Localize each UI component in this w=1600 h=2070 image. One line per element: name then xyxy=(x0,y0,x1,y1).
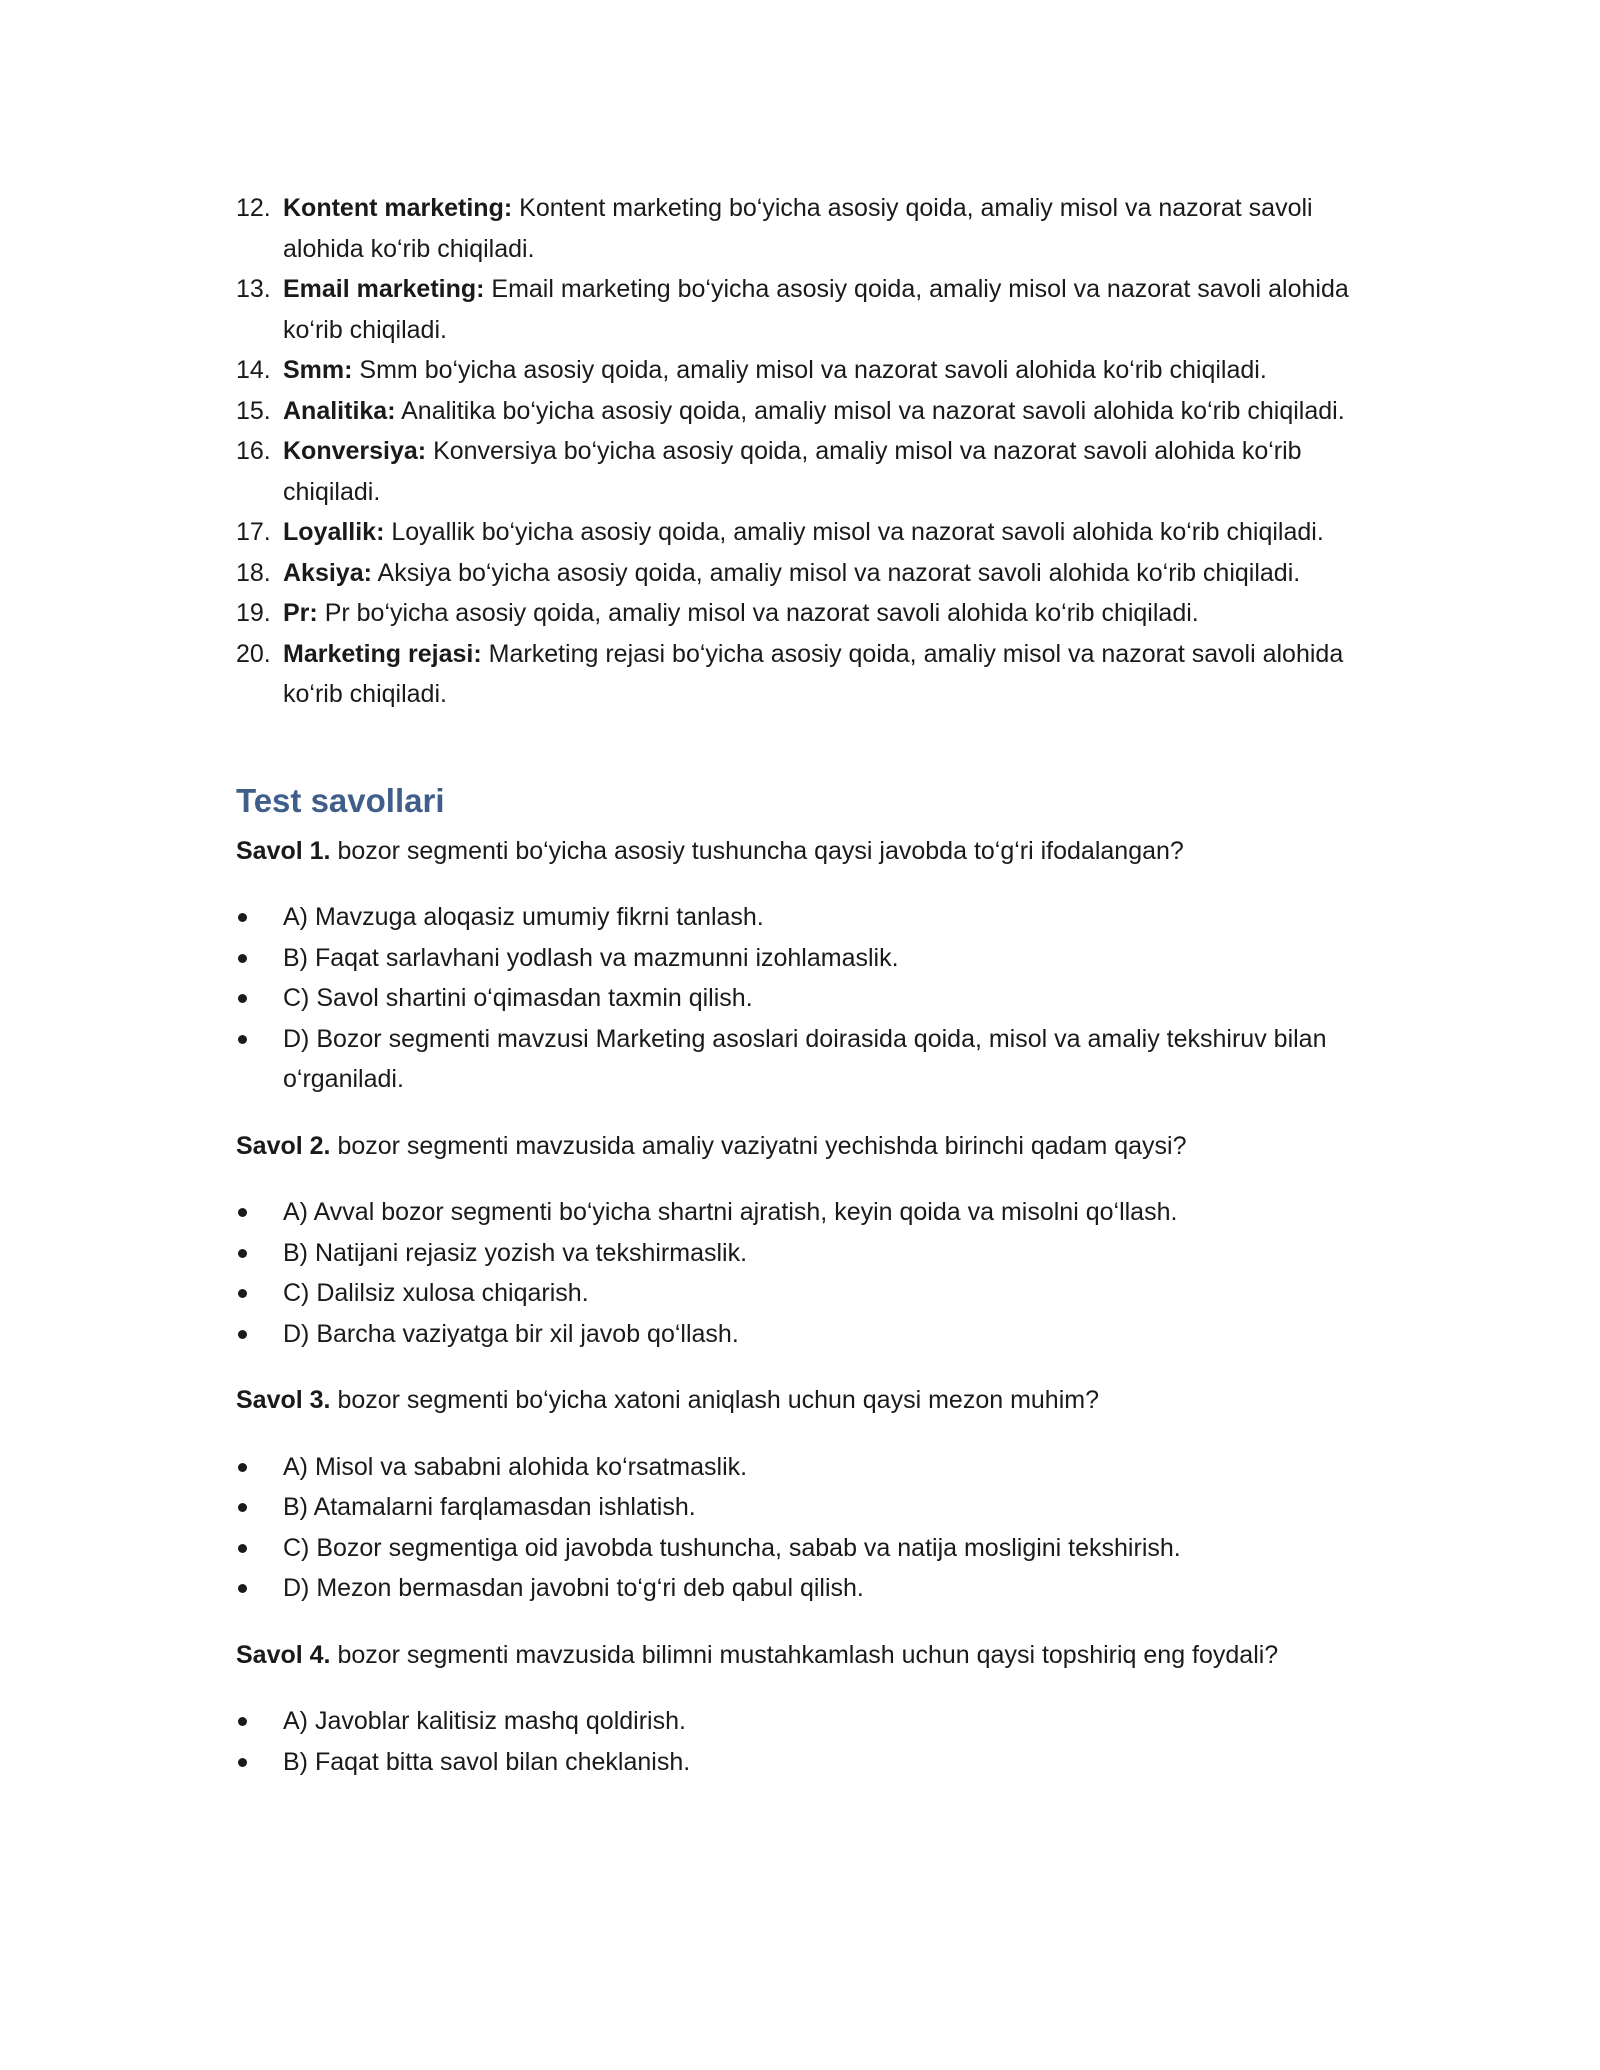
document-page xyxy=(236,188,1366,1808)
question-2 xyxy=(236,1126,1366,1167)
bullet-icon xyxy=(238,913,247,922)
topic-term: Loyallik: xyxy=(283,518,385,546)
option-text: C) Bozor segmentiga oid javobda tushuncha, sabab va natija mosligini tekshirish. xyxy=(283,1533,1181,1562)
topic-text: Pr bo‘yicha asosiy qoida, amaliy misol va nazorat savoli alohida ko‘rib chiqiladi. xyxy=(324,599,1199,627)
bullet-icon xyxy=(238,1758,247,1767)
list-item xyxy=(236,1742,1366,1783)
question-1 xyxy=(236,831,1366,872)
topic-term: Kontent marketing: xyxy=(283,194,513,222)
list-item xyxy=(236,1233,1366,1274)
bullet-icon xyxy=(238,1289,247,1298)
question-label: Savol 4. xyxy=(236,1640,331,1669)
topic-text: Smm bo‘yicha asosiy qoida, amaliy misol va nazorat savoli alohida ko‘rib chiqiladi. xyxy=(359,356,1267,384)
question-label: Savol 2. xyxy=(236,1131,331,1160)
bullet-icon xyxy=(238,1208,247,1217)
option-text: B) Faqat bitta savol bilan cheklanish. xyxy=(283,1747,691,1776)
list-item xyxy=(236,1447,1366,1488)
list-item xyxy=(236,1019,1366,1100)
topic-list xyxy=(236,188,1366,715)
section-heading: Test savollari xyxy=(236,781,445,819)
option-text: C) Dalilsiz xulosa chiqarish. xyxy=(283,1279,589,1307)
list-item xyxy=(236,1273,1366,1314)
bullet-icon xyxy=(238,1584,247,1593)
topic-text: Analitika bo‘yicha asosiy qoida, amaliy misol va nazorat savoli alohida ko‘rib chiqiladi. xyxy=(401,396,1345,425)
list-number: 17. xyxy=(236,518,271,546)
list-number: 13. xyxy=(236,275,271,303)
list-item xyxy=(236,1528,1366,1569)
option-text: D) Barcha vaziyatga bir xil javob qo‘llash. xyxy=(283,1319,739,1348)
list-item xyxy=(236,897,1366,938)
options-list xyxy=(236,1447,1366,1609)
list-item xyxy=(236,188,1366,269)
bullet-icon xyxy=(238,954,247,963)
bullet-icon xyxy=(238,1503,247,1512)
topic-term: Email marketing: xyxy=(283,275,485,303)
list-item xyxy=(236,634,1366,715)
question-text: bozor segmenti mavzusida bilimni mustahkamlash uchun qaysi topshiriq eng foydali? xyxy=(337,1640,1279,1669)
options-list xyxy=(236,1192,1366,1354)
bullet-icon xyxy=(238,1035,247,1044)
list-item xyxy=(236,938,1366,979)
bullet-icon xyxy=(238,994,247,1003)
list-number: 20. xyxy=(236,639,271,668)
topic-text: Marketing rejasi bo‘yicha asosiy qoida, amaliy misol va nazorat savoli alohida ko‘rib chiqiladi. xyxy=(283,639,1344,708)
bullet-icon xyxy=(238,1330,247,1339)
list-item xyxy=(236,593,1366,634)
option-text: A) Mavzuga aloqasiz umumiy fikrni tanlash. xyxy=(283,903,764,931)
list-item xyxy=(236,1568,1366,1609)
list-number: 14. xyxy=(236,356,271,384)
list-item xyxy=(236,391,1366,432)
list-number: 15. xyxy=(236,396,271,425)
list-number: 16. xyxy=(236,437,271,465)
topic-term: Pr: xyxy=(283,599,318,627)
option-text: B) Natijani rejasiz yozish va tekshirmaslik. xyxy=(283,1238,748,1267)
list-item xyxy=(236,1314,1366,1355)
option-text: A) Javoblar kalitisiz mashq qoldirish. xyxy=(283,1707,686,1735)
option-text: D) Bozor segmenti mavzusi Marketing asoslari doirasida qoida, misol va amaliy tekshiruv bilan o‘rganiladi. xyxy=(283,1024,1327,1093)
topic-text: Email marketing bo‘yicha asosiy qoida, amaliy misol va nazorat savoli alohida ko‘rib chiqiladi. xyxy=(283,275,1349,344)
topic-text: Konversiya bo‘yicha asosiy qoida, amaliy misol va nazorat savoli alohida ko‘rib chiqiladi. xyxy=(283,437,1302,506)
list-item xyxy=(236,1487,1366,1528)
topic-term: Analitika: xyxy=(283,396,396,425)
list-item xyxy=(236,553,1366,594)
list-item xyxy=(236,1192,1366,1233)
topic-term: Marketing rejasi: xyxy=(283,639,482,668)
question-4 xyxy=(236,1635,1366,1676)
option-text: A) Misol va sababni alohida ko‘rsatmaslik. xyxy=(283,1452,748,1481)
topic-text: Aksiya bo‘yicha asosiy qoida, amaliy misol va nazorat savoli alohida ko‘rib chiqiladi. xyxy=(377,558,1301,587)
list-item xyxy=(236,269,1366,350)
list-number: 12. xyxy=(236,194,271,222)
topic-text: Loyallik bo‘yicha asosiy qoida, amaliy misol va nazorat savoli alohida ko‘rib chiqiladi. xyxy=(391,518,1324,546)
question-text: bozor segmenti bo‘yicha xatoni aniqlash uchun qaysi mezon muhim? xyxy=(337,1386,1099,1414)
topic-term: Smm: xyxy=(283,356,353,384)
list-number: 19. xyxy=(236,599,271,627)
list-number: 18. xyxy=(236,558,271,587)
question-text: bozor segmenti mavzusida amaliy vaziyatni yechishda birinchi qadam qaysi? xyxy=(337,1131,1187,1160)
options-list xyxy=(236,897,1366,1100)
option-text: B) Atamalarni farqlamasdan ishlatish. xyxy=(283,1493,696,1521)
bullet-icon xyxy=(238,1463,247,1472)
option-text: D) Mezon bermasdan javobni to‘g‘ri deb qabul qilish. xyxy=(283,1574,864,1602)
question-label: Savol 3. xyxy=(236,1386,331,1414)
option-text: B) Faqat sarlavhani yodlash va mazmunni izohlamaslik. xyxy=(283,943,899,972)
bullet-icon xyxy=(238,1544,247,1553)
topic-term: Aksiya: xyxy=(283,558,372,587)
question-label: Savol 1. xyxy=(236,836,331,865)
list-item xyxy=(236,978,1366,1019)
option-text: C) Savol shartini o‘qimasdan taxmin qilish. xyxy=(283,984,753,1012)
bullet-icon xyxy=(238,1249,247,1258)
topic-text: Kontent marketing bo‘yicha asosiy qoida, amaliy misol va nazorat savoli alohida ko‘rib chiqiladi. xyxy=(283,194,1313,263)
bullet-icon xyxy=(238,1717,247,1726)
list-item xyxy=(236,512,1366,553)
options-list xyxy=(236,1701,1366,1782)
question-text: bozor segmenti bo‘yicha asosiy tushuncha qaysi javobda to‘g‘ri ifodalangan? xyxy=(337,836,1184,865)
topic-term: Konversiya: xyxy=(283,437,427,465)
list-item xyxy=(236,431,1366,512)
option-text: A) Avval bozor segmenti bo‘yicha shartni ajratish, keyin qoida va misolni qo‘llash. xyxy=(283,1198,1178,1226)
question-3 xyxy=(236,1380,1366,1421)
list-item xyxy=(236,350,1366,391)
list-item xyxy=(236,1701,1366,1742)
